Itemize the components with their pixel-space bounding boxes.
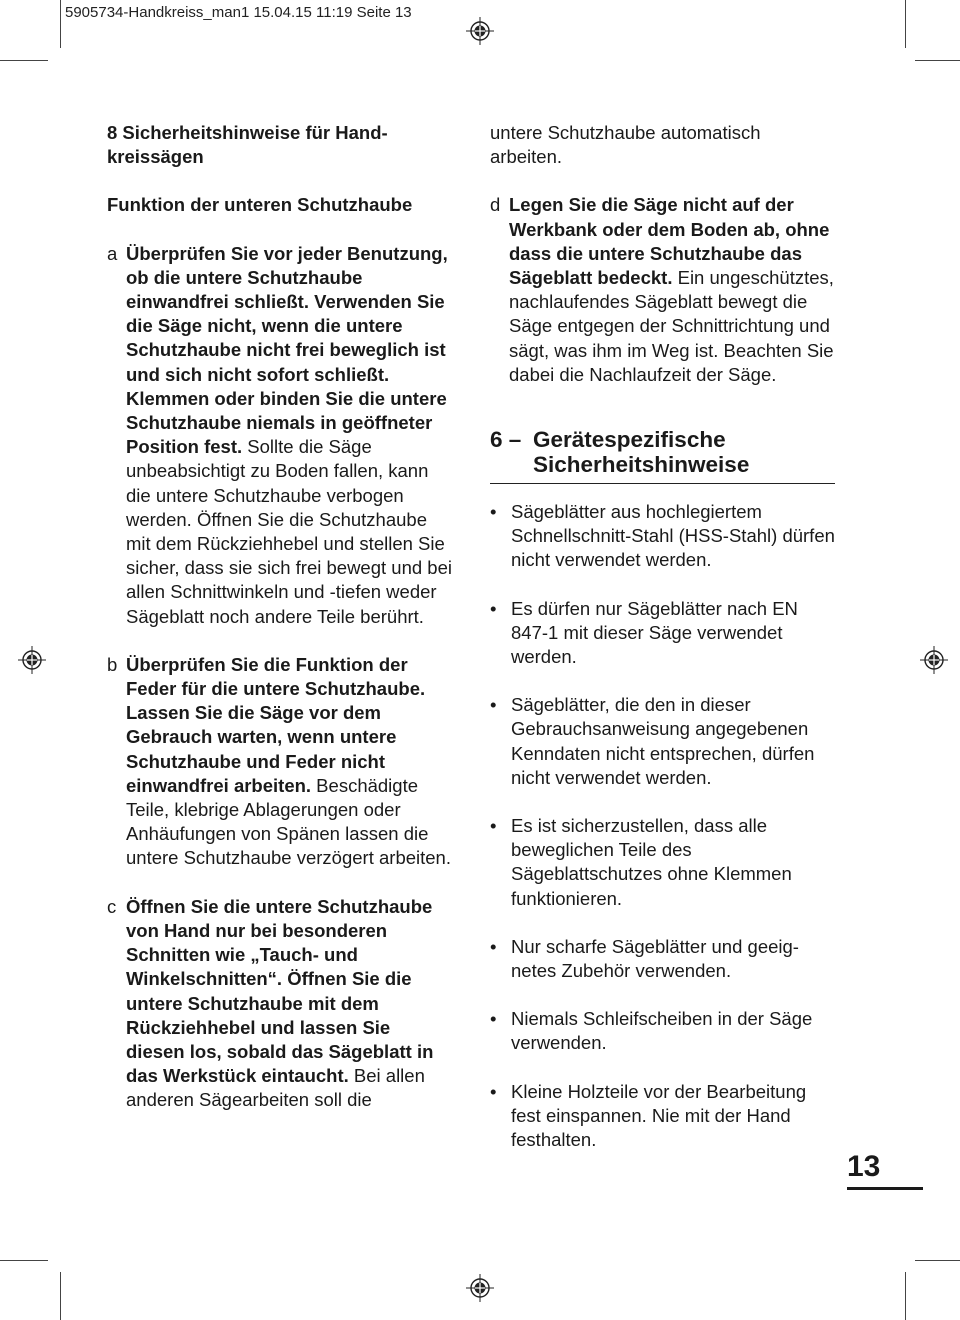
subheading: Funktion der unteren Schutzhaube: [107, 194, 413, 216]
crop-mark-bottom-left-v: [60, 1272, 61, 1320]
continuation-text: untere Schutzhaube automatisch arbeiten.: [490, 122, 761, 168]
bullet-icon: •: [490, 694, 497, 716]
crop-mark-top-right-v: [905, 0, 906, 48]
item-normal-text: Bei allen anderen Sägearbeiten soll die: [126, 1065, 425, 1111]
list-item: [490, 693, 835, 790]
bullet-icon: •: [490, 501, 497, 523]
item-text: [509, 193, 835, 387]
crop-mark-bottom-left-h: [0, 1260, 48, 1261]
item-bold-text: Öffnen Sie die untere Schutzhaube von Hand nur bei besonderen Schnitten wie „Tauch- und Winkelschnitten“. Öffnen Sie die untere Schutzhaube mit dem Rückziehhebel und lassen Sie diesen los, sobald das Sägeblatt in das Werkstück eintaucht.: [126, 895, 434, 1087]
item-text: [126, 242, 452, 629]
list-item-text: Kleine Holzteile vor der Bearbeitung fest einspannen. Nie mit der Hand festhalten.: [511, 1080, 807, 1151]
item-bold-text: Überprüfen Sie vor jeder Benutzung, ob die untere Schutzhaube einwandfrei schließt. Verwenden Sie die Säge nicht, wenn die untere Schutzhaube nicht frei beweglich ist und sich nicht sofort schließt. Klemmen oder binden Sie die untere Schutzhaube niemals in geöffneter Position fest.: [126, 242, 448, 458]
bullet-icon: •: [490, 1008, 497, 1030]
instruction-item-c: [107, 895, 452, 1113]
page-number: 13: [847, 1151, 923, 1190]
crop-mark-top-left-v: [60, 0, 61, 48]
item-text: [126, 895, 452, 1113]
list-item: [490, 597, 835, 670]
instruction-item-d: [490, 193, 835, 387]
list-item-text: Niemals Schleifscheiben in der Säge verwenden.: [511, 1008, 813, 1054]
bullet-icon: •: [490, 815, 497, 837]
section-6-heading: [490, 427, 835, 484]
list-item-text: Es ist sicherzustellen, dass alle beweglichen Teile des Sägeblattschutzes ohne Klemmen funktionieren.: [511, 815, 792, 909]
left-column: [107, 121, 452, 1137]
item-text: [126, 653, 452, 871]
list-item: [490, 500, 835, 573]
list-item-text: Nur scharfe Sägeblätter und geeig-netes Zubehör verwenden.: [511, 935, 799, 982]
list-item-text: Es dürfen nur Sägeblätter nach EN 847-1 mit dieser Säge verwendet werden.: [511, 597, 798, 668]
bullet-list: [490, 500, 835, 1152]
registration-mark-right-icon: [920, 646, 948, 674]
crop-mark-top-left-h: [0, 60, 48, 61]
right-column: [490, 121, 835, 1176]
section-number: 6 –: [490, 427, 522, 453]
item-normal-text: Sollte die Säge unbeabsichtigt zu Boden fallen, kann die untere Schutzhaube verbogen werden. Öffnen Sie die Schutzhaube mit dem Rückziehhebel und stellen Sie sicher, dass sie sich frei bewegt und bei allen Schnittwinkeln und -tiefen weder Sägeblatt noch andere Teile berührt.: [126, 436, 452, 627]
crop-mark-bottom-right-v: [905, 1272, 906, 1320]
print-slug: 5905734-Handkreiss_man1 15.04.15 11:19 Seite 13: [65, 4, 412, 21]
instruction-item-a: [107, 242, 452, 629]
list-item: [490, 1007, 835, 1055]
crop-mark-top-right-h: [915, 60, 960, 61]
list-item: [490, 1080, 835, 1153]
list-item: [490, 935, 835, 983]
bullet-icon: •: [490, 1080, 497, 1102]
item-letter: a: [107, 242, 118, 264]
item-letter: c: [107, 895, 117, 917]
registration-mark-bottom-icon: [466, 1274, 494, 1302]
item-normal-text: Ein ungeschütztes, nachlaufendes Sägeblatt bewegt die Säge entgegen der Schnittrichtung und sägt, was ihm im Weg ist. Beachten Sie dabei die Nachlaufzeit der Säge.: [509, 267, 834, 385]
instruction-item-b: [107, 653, 452, 871]
item-letter: b: [107, 653, 118, 675]
list-item-text: Sägeblätter, die den in dieser Gebrauchsanweisung angegebenen Kenndaten nicht entsprechen, dürfen nicht verwendet werden.: [511, 694, 815, 788]
list-item-text: Sägeblätter aus hochlegiertem Schnellschnitt-Stahl (HSS-Stahl) dürfen nicht verwendet werden.: [511, 501, 835, 571]
section-heading: 8 Sicherheitshinweise für Hand- kreissägen: [107, 122, 388, 168]
registration-mark-top-icon: [466, 17, 494, 45]
bullet-icon: •: [490, 597, 497, 619]
item-normal-text: Beschädigte Teile, klebrige Ablagerungen oder Anhäufungen von Spänen lassen die untere Schutzhaube verzögert arbeiten.: [126, 774, 451, 869]
registration-mark-left-icon: [18, 646, 46, 674]
item-bold-text: Legen Sie die Säge nicht auf der Werkbank oder dem Boden ab, ohne dass die untere Schutzhaube das Sägeblatt bedeckt.: [509, 194, 830, 289]
item-letter: d: [490, 194, 501, 216]
bullet-icon: •: [490, 935, 497, 957]
section-title: Gerätespezifische Sicherheitshinweise: [533, 427, 750, 478]
crop-mark-bottom-right-h: [915, 1260, 960, 1261]
list-item: [490, 814, 835, 911]
item-bold-text: Überprüfen Sie die Funktion der Feder für die untere Schutzhaube. Lassen Sie die Säge vor dem Gebrauch warten, wenn untere Schutzhaube und Feder nicht einwandfrei arbeiten.: [126, 653, 426, 796]
